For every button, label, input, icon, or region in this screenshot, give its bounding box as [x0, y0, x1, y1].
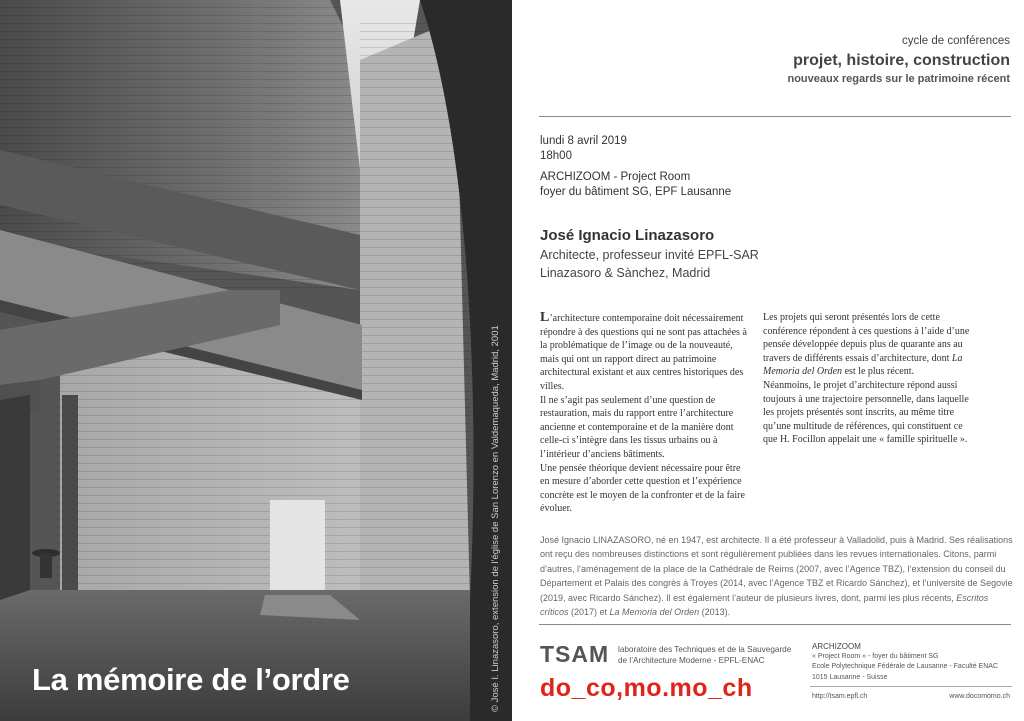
tsam-description: laboratoire des Techniques et de la Sauvegarde de l’Architecture Moderne - EPFL-ENAC	[618, 645, 792, 665]
url-divider	[810, 686, 1012, 687]
bio-text: (2017) et	[568, 607, 610, 618]
series-subtitle: nouveaux regards sur le patrimoine récent	[787, 73, 1010, 85]
tsam-url[interactable]: http://tsam.epfl.ch	[812, 693, 868, 700]
event-time: 18h00	[540, 150, 572, 162]
archizoom-title: ARCHIZOOM	[812, 642, 861, 651]
tsam-logo: TSAM	[540, 641, 610, 667]
event-venue: ARCHIZOOM - Project Room	[540, 171, 691, 183]
series-title: projet, histoire, construction	[793, 52, 1010, 69]
speaker-bio	[540, 533, 1014, 619]
address-line: « Project Room » - foyer du bâtiment SG	[812, 653, 939, 661]
book-title: La Memoria del Orden	[763, 352, 963, 378]
event-location: foyer du bâtiment SG, EPF Lausanne	[540, 186, 732, 198]
docomomo-url[interactable]: www.docomomo.ch	[949, 693, 1010, 700]
archizoom-address	[812, 642, 1012, 683]
speaker-name: José Ignacio Linazasoro	[540, 227, 715, 244]
address-line: 1015 Lausanne - Suisse	[812, 673, 888, 681]
poster-content	[512, 0, 1024, 721]
abstract-paragraph: Néanmoins, le projet d’architecture répond aussi toujours à une trajectoire personnelle, dans laquelle les projets présentés sont inscrits, au même titre qu’une multitude de références, qui constituent ce que H. Focillon appelait une « famille spirituelle ».	[763, 379, 969, 446]
abstract-column-left	[540, 311, 752, 516]
abstract-text: est le plus récent.	[842, 366, 914, 378]
event-date: lundi 8 avril 2019	[540, 135, 627, 147]
speaker-office: Linazasoro & Sànchez, Madrid	[540, 266, 711, 280]
abstract-paragraph: Une pensée théorique devient nécessaire pour être en mesure d’aborder cette question et l’expérience concrète est le moyen de la confronter et de la faire évoluer.	[540, 462, 745, 515]
bio-book: La Memoria del Orden	[609, 607, 700, 618]
series-label: cycle de conférences	[901, 35, 1010, 47]
abstract-column-right	[763, 311, 975, 447]
speaker-role: Architecte, professeur invité EPFL-SAR	[540, 248, 759, 262]
bio-book: Escritos críticos	[540, 592, 989, 618]
footer-divider	[539, 624, 1011, 625]
docomomo-logo: do_co,mo.mo_ch	[540, 674, 753, 702]
abstract-paragraph: Il ne s’agit pas seulement d’une question de restauration, mais du rapport entre l’architecture ancienne et contemporaine et de la manière dont celle-ci s’intègre dans les tissus urbains ou à l’intérieur d’anciens bâtiments.	[540, 394, 734, 460]
address-line: Ecole Polytechnique Fédérale de Lausanne - Faculté ENAC	[812, 663, 998, 671]
exhibition-title: La mémoire de l’ordre	[32, 662, 350, 697]
abstract-text: Les projets qui seront présentés lors de cette conférence répondent à ces questions à l’aide d’une pensée développée depuis plus de quarante ans au travers de différents essais d’architecture, dont	[763, 312, 970, 364]
bio-name: José Ignacio LINAZASORO	[540, 535, 652, 545]
abstract-paragraph: ’architecture contemporaine doit nécessairement répondre à des questions qui ne sont pas attachées à la problématique de l’image ou de la nouveauté, mais qui ont un rapport direct au patrimoine architectural existant et aux centres historiques des villes.	[540, 313, 747, 392]
header-divider	[539, 116, 1011, 117]
bio-text: (2013).	[699, 607, 731, 618]
photo-credit: © José I. Linazasoro, extension de l'église de San Lorenzo en Valdemaqueda, Madrid, 2001	[490, 325, 501, 712]
bio-text: , né en 1947, est architecte. Il a été professeur à Valladolid, puis à Madrid. Ses réalisations ont reçu des nombreuses distinctions et sont régulièrement publiées dans les revues internationales. Citons, parmi d’autres, l’aménagement de la place de la Cathédrale de Reims (2007, avec l’Agence TBZ), l’extension du conseil du Département et Palais des congrès à Troyes (2014, avec l’Agence TBZ et Ricardo Sánchez), et l’université de Segovie (2019, avec Ricardo Sánchez). Il est également l’auteur de plusieurs livres, dont, parmi les plus récents,	[540, 535, 1013, 603]
drop-cap: L	[540, 310, 550, 325]
